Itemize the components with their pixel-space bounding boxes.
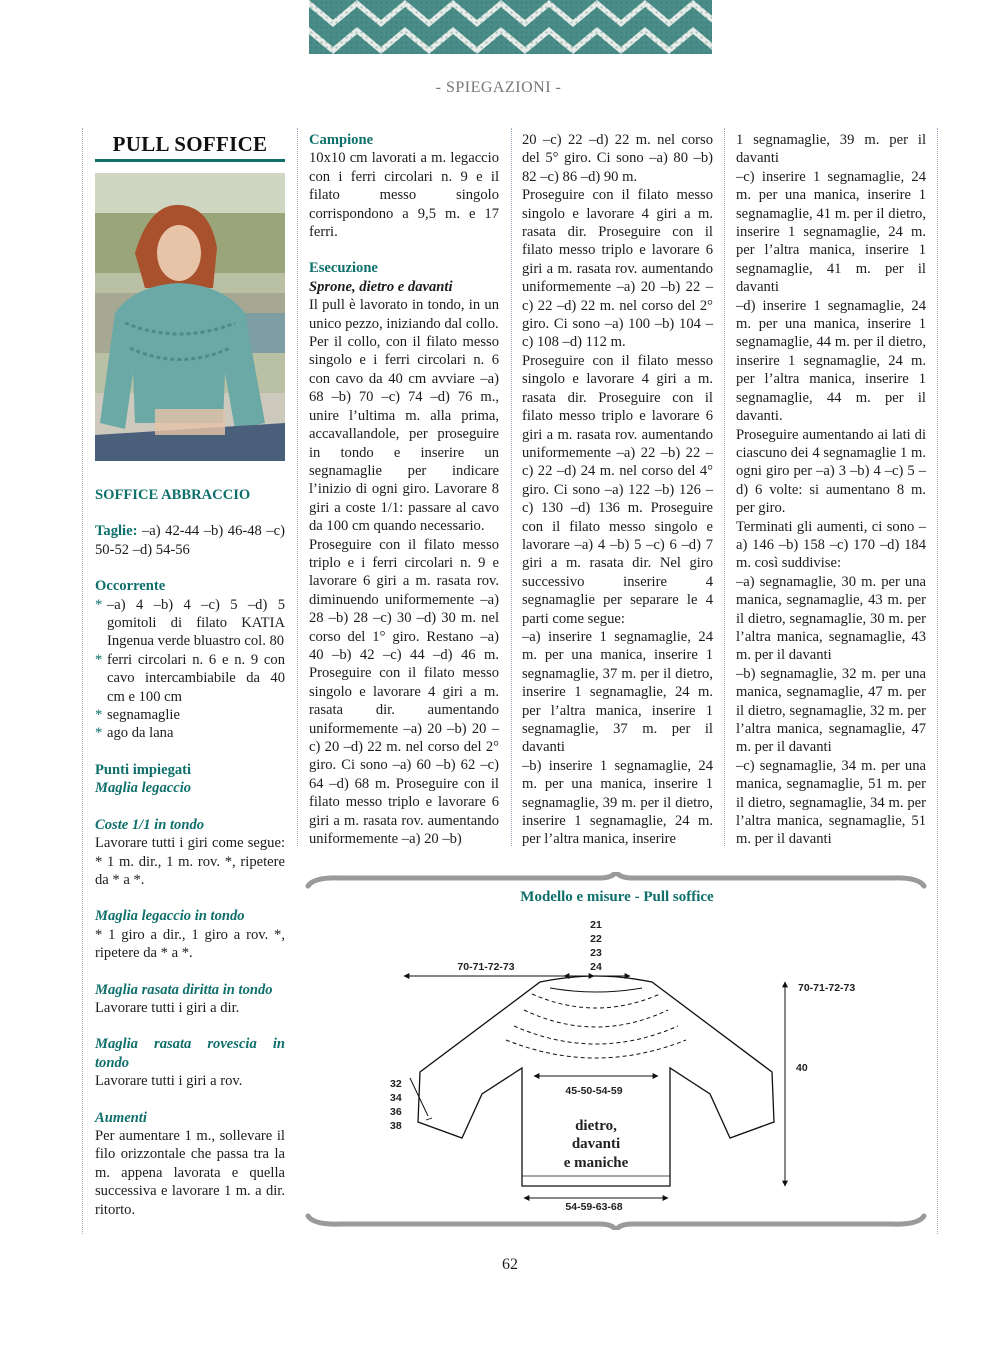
list-item: * –a) 4 –b) 4 –c) 5 –d) 5 gomitoli di filato KATIA Ingenua verde bluastro col. 80 [95, 596, 285, 650]
maglia-legaccio-heading: Maglia legaccio [95, 780, 192, 797]
paragraph: –d) inserire 1 segnamaglie, 24 m. per una manica, inserire 1 segnamaglie, 44 m. per il dietro, inserire 1 segnamaglie, 24 m. per l’altra manica, inserire 1 segnamaglie, 44 m. per il davanti. [736, 297, 926, 425]
column-3 [522, 131, 713, 849]
aumenti-text: Per aumentare 1 m., sollevare il filo orizzontale che passa tra la m. appena lavorata e quella successiva e lavorare 1 m. a dir. ritorto. [95, 1127, 285, 1218]
list-item: * ferri circolari n. 6 e n. 9 con cavo intercambiabile da 40 cm e 100 cm [95, 651, 285, 705]
body-label: davanti [571, 1136, 621, 1152]
rasata-rov-text: Lavorare tutti i giri a rov. [95, 1073, 243, 1090]
paragraph: Proseguire con il filato messo singolo e lavorare 4 giri a m. rasata dir. Proseguire con il filato messo triplo e lavorare 6 giri a m. rasata rov. aumentando uniformemente –a) 22 –b) 22 –c) 22 –d) 24 m. nel corso del 4° giro. Ci sono –a) 122 –b) 126 –c) 130 –d) 136 m. Proseguire con il filato messo singolo e lavorare –a) 4 –b) 5 –c) 6 –d) 7 giri a m. rasata dir. Nel giro successivo inserire 4 segnamaglie per separare le 4 parti come segue: [522, 352, 713, 627]
chest-label: 45-50-54-59 [565, 1085, 623, 1097]
paragraph: Per il collo, con il filato messo singolo e i ferri circolari n. 6 con cavo da 40 cm avviare –a) 68 –b) 70 –c) 74 –d) 76 m., unire l’ultima m. alla prima, accavallandole, per proseguire in tondo e inserire un segnamaglie per indicare l’inizio di ogni giro. Lavorare 8 giri a coste 1/1: passare al cavo da 100 cm quando necessario. [309, 334, 499, 535]
paragraph: –a) segnamaglie, 30 m. per una manica, segnamaglie, 43 m. per il dietro, segnamaglie, 30 m. per l’altra manica, segnamaglie, 43 m. per il davanti [736, 573, 926, 664]
paragraph: –b) inserire 1 segnamaglie, 24 m. per una manica, inserire 1 segnamaglie, 39 m. per il dietro, inserire 1 segnamaglie, 24 m. per l’altra manica, inserire [522, 757, 713, 848]
hem-label: 54-59-63-68 [565, 1201, 623, 1213]
taglie-label: Taglie: [95, 523, 138, 540]
occorrente-heading: Occorrente [95, 578, 166, 595]
occorrente-list [95, 596, 285, 743]
length-top-label: 70-71-72-73 [798, 982, 856, 994]
paragraph: –c) inserire 1 segnamaglie, 24 m. per una manica, inserire 1 segnamaglie, 41 m. per il dietro, inserire 1 segnamaglie, 24 m. per l’altra manica, inserire 1 segnamaglie, 41 m. per il davanti [736, 168, 926, 296]
yoke-line [524, 1010, 668, 1027]
neck-front [550, 988, 642, 992]
punti-heading: Punti impiegati [95, 761, 192, 778]
cuff-label: 36 [390, 1106, 402, 1118]
column-divider [297, 128, 298, 846]
paragraph: Proseguire con il filato messo singolo e lavorare 4 giri a m. rasata dir. Proseguire con il filato messo triplo e lavorare 6 giri a m. rasata rov. aumentando uniformemente –a) 20 –b) 22 –c) 22 –d) 22 m. nel corso del 2° giro. Ci sono –a) 100 –b) 104 –c) 108 –d) 112 m. [522, 187, 713, 351]
pattern-name: SOFFICE ABBRACCIO [95, 487, 251, 503]
cuff-rib [426, 1118, 432, 1120]
column-4 [736, 131, 926, 849]
yoke-line [532, 994, 660, 1008]
neck-label: 21 [590, 919, 602, 931]
column-1 [95, 131, 285, 1219]
body-label: dietro, [575, 1118, 617, 1134]
paragraph: Proseguire con il filato messo triplo e i ferri circolari n. 9 e lavorare 6 giri a m. rasata rov. diminuendo uniformemente –a) 28 –b) 28 –c) 30 –d) 30 m. nel corso del 1° giro. Restano –a) 40 –b) 42 –c) 44 –d) 46 m. Proseguire con il filato messo singolo e lavorare 4 giri a m. rasata dir. aumentando uniformemente –a) 20 –b) 20 –c) 20 –d) 22 m. nel corso del 2° giro. Ci sono –a) 60 –b) 62 –c) 64 –d) 68 m. Proseguire con il filato messo triplo e lavorare 6 giri a m. rasata rov. aumentando uniformemente –a) 20 –b) [309, 536, 499, 848]
article-title: PULL SOFFICE [95, 131, 285, 162]
aumenti-heading: Aumenti [95, 1109, 147, 1126]
legaccio-tondo-text: * 1 giro a dir., 1 giro a rov. *, ripetere da * a *. [95, 926, 285, 962]
rasata-dir-heading: Maglia rasata diritta in tondo [95, 981, 273, 998]
paragraph: Proseguire aumentando ai lati di ciascuno dei 4 segnamaglie 1 m. ogni giro per –a) 3 –b) 4 –c) 5 –d) 6 volte: si aumentano 8 m. per giro. [736, 426, 926, 517]
bottom-brace [308, 1216, 924, 1230]
sprone-heading: Sprone, dietro e davanti [309, 278, 453, 295]
list-item: * segnamaglie [95, 707, 180, 724]
column-divider [937, 128, 938, 1234]
model-photo [95, 173, 285, 461]
taglie-text: –a) 42-44 –b) 46-48 –c) 50-52 –d) 54-56 [95, 523, 285, 558]
cuff-label: 34 [390, 1092, 402, 1104]
paragraph: –a) inserire 1 segnamaglie, 24 m. per una manica, inserire 1 segnamaglie, 37 m. per il dietro, inserire 1 segnamaglie, 24 m. per l’altra manica, inserire 1 segnamaglie, 37 m. per il davanti [522, 628, 713, 756]
neck-label: 23 [590, 947, 602, 959]
section-header: - SPIEGAZIONI - [435, 79, 562, 96]
column-2 [309, 131, 499, 848]
column-divider [82, 128, 83, 1234]
yoke-line [514, 1026, 678, 1044]
length-label: 40 [796, 1062, 808, 1074]
paragraph: Il pull è lavorato in tondo, in un unico pezzo, iniziando dal collo. [309, 297, 499, 332]
body-label: e maniche [563, 1155, 629, 1171]
legaccio-tondo-heading: Maglia legaccio in tondo [95, 908, 245, 925]
list-item: * ago da lana [95, 725, 174, 742]
sleeve-label: 70-71-72-73 [457, 961, 515, 973]
campione-text: 10x10 cm lavorati a m. legaccio con i ferri circolari n. 9 e il filato messo singolo corrispondono a 9,5 m. e 17 ferri. [309, 150, 499, 241]
cuff-label: 32 [390, 1078, 402, 1090]
column-divider [511, 128, 512, 846]
diagram-title: Modello e misure - Pull soffice [520, 889, 714, 905]
paragraph: –b) segnamaglie, 32 m. per una manica, segnamaglie, 47 m. per il dietro, segnamaglie, 32 m. per l’altra manica, segnamaglie, 47 m. per il davanti [736, 665, 926, 756]
page-number: 62 [502, 1256, 518, 1273]
schematic-diagram [300, 872, 932, 1230]
knit-pattern-banner [309, 0, 712, 54]
yoke-line [506, 1040, 686, 1058]
rasata-rov-heading: Maglia rasata rovescia in tondo [95, 1036, 285, 1071]
paragraph: Terminati gli aumenti, ci sono –a) 146 –b) 158 –c) 170 –d) 184 m. così suddivise: [736, 518, 926, 572]
coste-heading: Coste 1/1 in tondo [95, 816, 205, 833]
paragraph: 1 segnamaglie, 39 m. per il davanti [736, 132, 926, 167]
neck-label: 24 [590, 961, 602, 973]
cuff-label: 38 [390, 1120, 402, 1132]
paragraph: 20 –c) 22 –d) 22 m. nel corso del 5° giro. Ci sono –a) 80 –b) 82 –c) 86 –d) 90 m. [522, 132, 713, 185]
paragraph: –c) segnamaglie, 34 m. per una manica, segnamaglie, 51 m. per il dietro, segnamaglie, 34 m. per l’altra manica, segnamaglie, 51 m. per il davanti [736, 757, 926, 848]
rasata-dir-text: Lavorare tutti i giri a dir. [95, 999, 240, 1016]
neck-label: 22 [590, 933, 602, 945]
taglie [95, 522, 285, 559]
campione-heading: Campione [309, 132, 374, 148]
column-divider [724, 128, 725, 846]
top-brace [308, 872, 924, 886]
esecuzione-heading: Esecuzione [309, 260, 378, 277]
coste-text: Lavorare tutti i giri come segue: * 1 m. dir., 1 m. rov. *, ripetere da * a *. [95, 835, 285, 888]
